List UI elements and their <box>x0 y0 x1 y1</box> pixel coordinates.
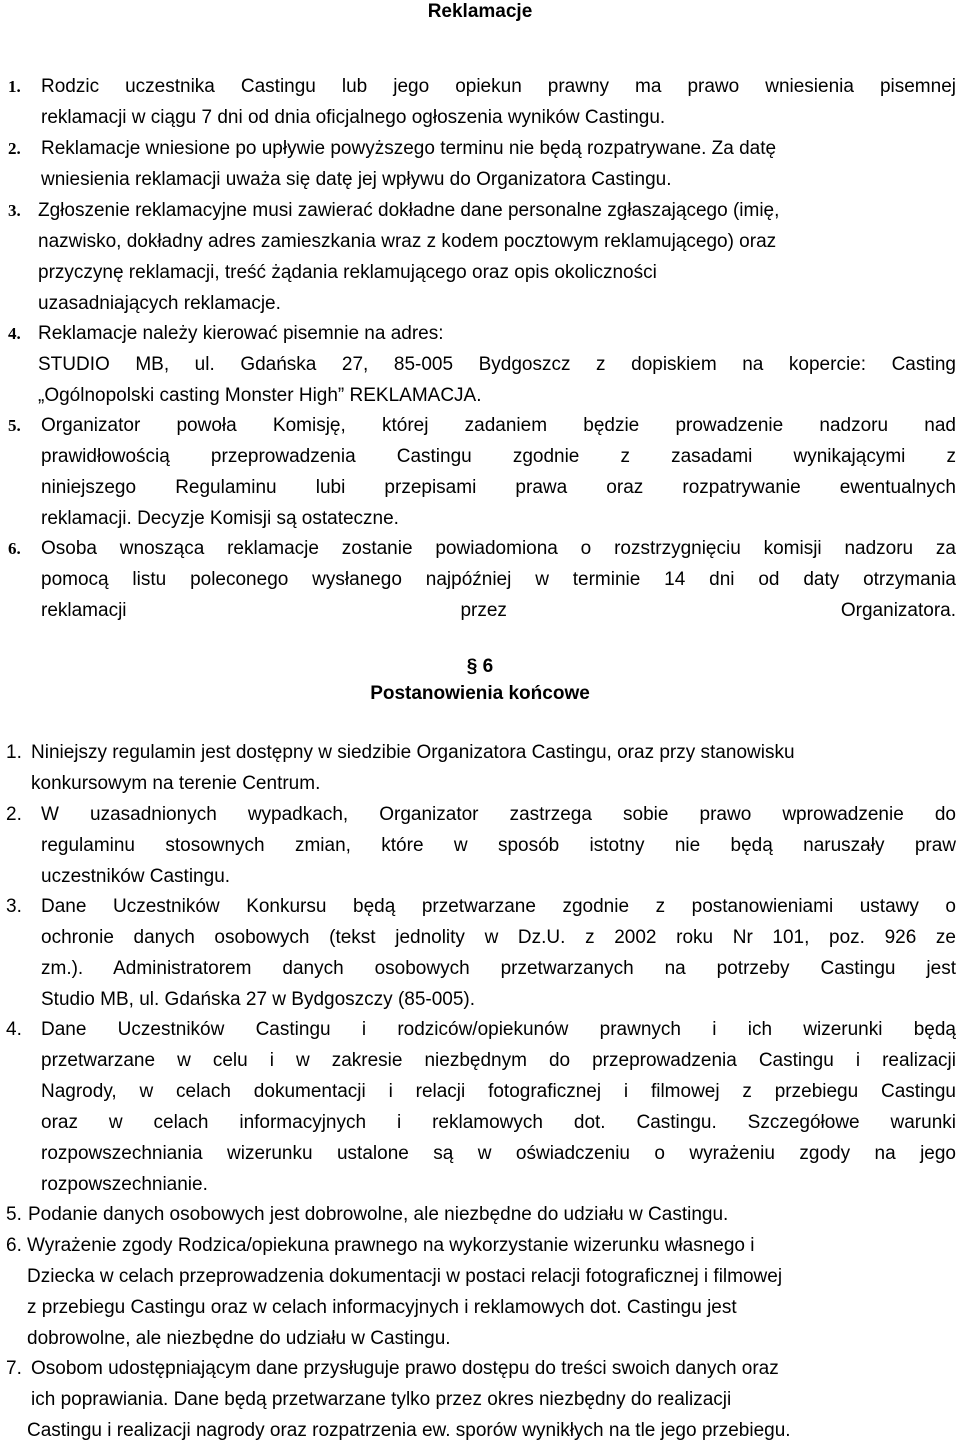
item-line: Reklamacje należy kierować pisemnie na adres: <box>38 323 444 344</box>
item-line: Nagrody, w celach dokumentacji i relacji fotograficznej i filmowej z przebiegu Castingu <box>41 1081 956 1102</box>
item-line: rozpowszechniania wizerunku ustalone są w oświadczeniu o wyrażeniu zgody na jego <box>41 1143 956 1164</box>
list-item <box>6 737 956 799</box>
item-line: wniesienia reklamacji uważa się datę jej wpływu do Organizatora Castingu. <box>41 169 672 190</box>
list-item <box>6 891 956 1015</box>
item-line: Dane Uczestników Konkursu będą przetwarzane zgodnie z postanowieniami ustawy o <box>41 896 956 917</box>
item-number: 3. <box>6 896 22 917</box>
item-line: STUDIO MB, ul. Gdańska 27, 85-005 Bydgoszcz z dopiskiem na kopercie: Casting <box>38 354 956 375</box>
list-item-continuation <box>6 1415 956 1446</box>
item-line: prawidłowością przeprowadzenia Castingu zgodnie z zasadami wynikającymi z <box>41 446 956 467</box>
item-line: Osoba wnosząca reklamacje zostanie powiadomiona o rozstrzygnięciu komisji nadzoru za <box>41 538 956 559</box>
item-number: 7. <box>6 1358 22 1379</box>
item-line: Studio MB, ul. Gdańska 27 w Bydgoszczy (85-005). <box>41 989 476 1010</box>
list-item <box>8 410 956 534</box>
item-number: 4. <box>6 1019 22 1040</box>
list-item <box>6 1199 956 1230</box>
item-line: Dane Uczestników Castingu i rodziców/opiekunów prawnych i ich wizerunki będą <box>41 1019 956 1040</box>
section-number: § 6 <box>466 656 494 677</box>
item-line: Zgłoszenie reklamacyjne musi zawierać dokładne dane personalne zgłaszającego (imię, <box>38 200 780 221</box>
list-item <box>8 318 956 411</box>
item-line: ich poprawiania. Dane będą przetwarzane tylko przez okres niezbędny do realizacji <box>31 1389 732 1410</box>
item-line: reklamacji. Decyzje Komisji są ostateczne. <box>41 508 399 529</box>
item-line: Podanie danych osobowych jest dobrowolne, ale niezbędne do udziału w Castingu. <box>28 1204 729 1225</box>
list-item <box>6 1230 956 1354</box>
item-line: Castingu i realizacji nagrody oraz rozpatrzenia ew. sporów wynikłych na tle jego przebiegu. <box>27 1420 791 1441</box>
item-line: Organizator powoła Komisję, której zadaniem będzie prowadzenie nadzoru nad <box>41 415 956 436</box>
list-item <box>6 1014 956 1200</box>
item-line: rozpowszechnianie. <box>41 1174 208 1195</box>
item-line: uczestników Castingu. <box>41 866 231 887</box>
list-item <box>6 799 956 892</box>
item-line: uzasadniających reklamacje. <box>38 293 281 314</box>
item-number: 6. <box>8 539 21 558</box>
item-number: 2. <box>6 804 22 825</box>
item-line: z przebiegu Castingu oraz w celach informacyjnych i reklamowych dot. Castingu jest <box>27 1297 737 1318</box>
list-item <box>8 195 956 319</box>
item-line: Niniejszy regulamin jest dostępny w siedzibie Organizatora Castingu, oraz przy stanowisku <box>31 742 795 763</box>
item-line: dobrowolne, ale niezbędne do udziału w Castingu. <box>27 1328 451 1349</box>
item-line: regulaminu stosownych zmian, które w sposób istotny nie będą naruszały praw <box>41 835 956 856</box>
item-line: przyczynę reklamacji, treść żądania reklamującego oraz opis okoliczności <box>38 262 657 283</box>
item-line: W uzasadnionych wypadkach, Organizator zastrzega sobie prawo wprowadzenie do <box>41 804 956 825</box>
item-line: zm.). Administratorem danych osobowych przetwarzanych na potrzeby Castingu jest <box>41 958 956 979</box>
list-item <box>8 533 956 626</box>
item-number: 5. <box>8 416 21 435</box>
item-line: Dziecka w celach przeprowadzenia dokumentacji w postaci relacji fotograficznej i filmowej <box>27 1266 783 1287</box>
item-line: ochronie danych osobowych (tekst jednolity w Dz.U. z 2002 roku Nr 101, poz. 926 ze <box>41 927 956 948</box>
item-line: przetwarzane w celu i w zakresie niezbędnym do przeprowadzenia Castingu i realizacji <box>41 1050 956 1071</box>
item-line: oraz w celach informacyjnych i reklamowych dot. Castingu. Szczegółowe warunki <box>41 1112 956 1133</box>
item-line: reklamacji przez Organizatora. <box>41 600 956 621</box>
item-number: 1. <box>6 742 22 763</box>
item-number: 2. <box>8 139 21 158</box>
item-line: Wyrażenie zgody Rodzica/opiekuna prawnego na wykorzystanie wizerunku własnego i <box>27 1235 755 1256</box>
list-item <box>8 71 956 133</box>
item-line: pomocą listu poleconego wysłanego najpóźniej w terminie 14 dni od daty otrzymania <box>41 569 956 590</box>
item-number: 1. <box>8 77 21 96</box>
section-title: Postanowienia końcowe <box>370 683 590 704</box>
item-number: 4. <box>8 324 21 343</box>
list-item <box>6 1353 956 1415</box>
item-line: reklamacji w ciągu 7 dni od dnia oficjalnego ogłoszenia wyników Castingu. <box>41 107 666 128</box>
item-line: Rodzic uczestnika Castingu lub jego opiekun prawny ma prawo wniesienia pisemnej <box>41 76 956 97</box>
page-title: Reklamacje <box>427 1 533 22</box>
item-number: 6. <box>6 1235 22 1256</box>
item-number: 5. <box>6 1204 22 1225</box>
item-line: „Ogólnopolski casting Monster High” REKLAMACJA. <box>38 385 482 406</box>
item-line: konkursowym na terenie Centrum. <box>31 773 321 794</box>
list-item <box>8 133 956 195</box>
item-line: niniejszego Regulaminu lubi przepisami prawa oraz rozpatrywanie ewentualnych <box>41 477 956 498</box>
item-line: nazwisko, dokładny adres zamieszkania wraz z kodem pocztowym reklamującego) oraz <box>38 231 777 252</box>
item-line: Osobom udostępniającym dane przysługuje prawo dostępu do treści swoich danych oraz <box>31 1358 779 1379</box>
item-line: Reklamacje wniesione po upływie powyższego terminu nie będą rozpatrywane. Za datę <box>41 138 777 159</box>
item-number: 3. <box>8 201 21 220</box>
